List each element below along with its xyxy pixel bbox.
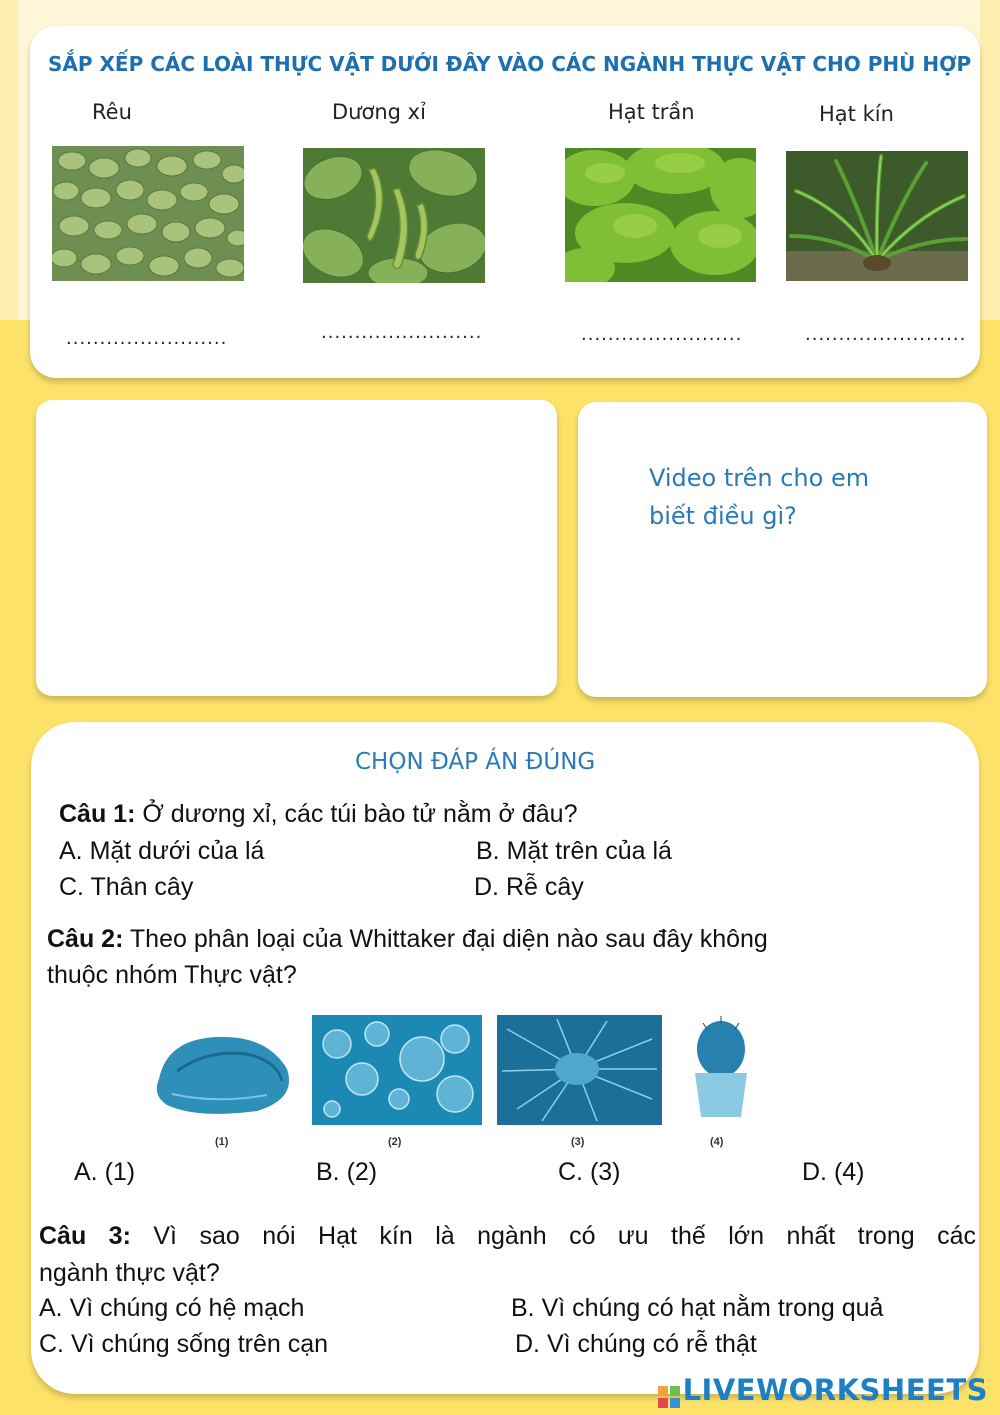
q3-label: Câu 3: <box>39 1222 131 1250</box>
q1-label: Câu 1: <box>59 800 136 828</box>
q2-image-3 <box>497 1015 662 1125</box>
photo-cycad <box>786 151 968 281</box>
q2-images <box>137 999 811 1164</box>
q2-image-4 <box>695 1016 747 1117</box>
label-duong-xi[interactable]: Dương xỉ <box>332 100 426 124</box>
q1-option-c[interactable]: C. Thân cây <box>59 873 194 901</box>
sort-plants-card <box>30 26 980 378</box>
q3-option-a[interactable]: A. Vì chúng có hệ mạch <box>39 1294 305 1322</box>
label-reu[interactable]: Rêu <box>92 100 132 124</box>
q3-question: Vì sao nói Hạt kín là ngành có ưu thế lớn nhất trong các <box>130 1222 976 1250</box>
q1-option-d[interactable]: D. Rễ cây <box>474 873 584 901</box>
q2-option-a[interactable]: A. (1) <box>74 1158 136 1186</box>
video-question-line1: Video trên cho em <box>649 464 870 492</box>
video-card[interactable] <box>36 400 557 696</box>
q1-question: Ở dương xỉ, các túi bào tử nằm ở đâu? <box>135 800 578 828</box>
q2-option-d[interactable]: D. (4) <box>802 1158 865 1186</box>
video-question-line2: biết điều gì? <box>649 502 797 530</box>
blank-2[interactable]: ........................ <box>321 322 483 343</box>
quiz-card <box>31 722 979 1394</box>
q2-question: Theo phân loại của Whittaker đại diện nào sau đây không <box>123 925 768 953</box>
q2-caption-2: (2) <box>388 1136 402 1148</box>
q2-image-1 <box>157 1037 289 1114</box>
q2-text-line2: thuộc nhóm Thực vật? <box>47 961 297 989</box>
photo-moss <box>565 148 756 282</box>
liveworksheets-logo-icon <box>658 1381 680 1403</box>
blank-3[interactable]: ........................ <box>581 324 743 345</box>
photo-bean-pods <box>303 148 485 283</box>
q2-option-b[interactable]: B. (2) <box>316 1158 378 1186</box>
sort-plants-title: SẮP XẾP CÁC LOÀI THỰC VẬT DƯỚI ĐÂY VÀO CÁC NGÀNH THỰC VẬT CHO PHÙ HỢP <box>48 52 972 76</box>
q3-option-b[interactable]: B. Vì chúng có hạt nằm trong quả <box>511 1294 884 1322</box>
blank-1[interactable]: ........................ <box>66 328 228 349</box>
q3-option-c[interactable]: C. Vì chúng sống trên cạn <box>39 1330 329 1358</box>
q2-caption-3: (3) <box>571 1136 585 1148</box>
q3-text <box>39 1222 976 1251</box>
q2-caption-4: (4) <box>710 1136 724 1148</box>
liveworksheets-logo-text: LIVEWORKSHEETS <box>682 1373 988 1407</box>
q1-text <box>59 800 577 829</box>
q3-option-d[interactable]: D. Vì chúng có rễ thật <box>515 1330 757 1358</box>
label-hat-tran[interactable]: Hạt trần <box>608 100 695 124</box>
q3-text-line2: ngành thực vật? <box>39 1259 220 1287</box>
blank-4[interactable]: ........................ <box>805 324 967 345</box>
label-hat-kin[interactable]: Hạt kín <box>819 102 894 126</box>
video-question-card <box>578 402 987 697</box>
q2-caption-1: (1) <box>215 1136 229 1148</box>
q2-option-c[interactable]: C. (3) <box>558 1158 621 1186</box>
q1-option-a[interactable]: A. Mặt dưới của lá <box>59 837 265 865</box>
photo-water-fern <box>52 146 244 281</box>
q1-option-b[interactable]: B. Mặt trên của lá <box>476 837 672 865</box>
liveworksheets-logo[interactable] <box>658 1373 988 1407</box>
quiz-title: CHỌN ĐÁP ÁN ĐÚNG <box>355 749 596 775</box>
q2-label: Câu 2: <box>47 925 124 953</box>
q2-text <box>47 925 768 954</box>
q2-image-2 <box>312 1015 482 1125</box>
